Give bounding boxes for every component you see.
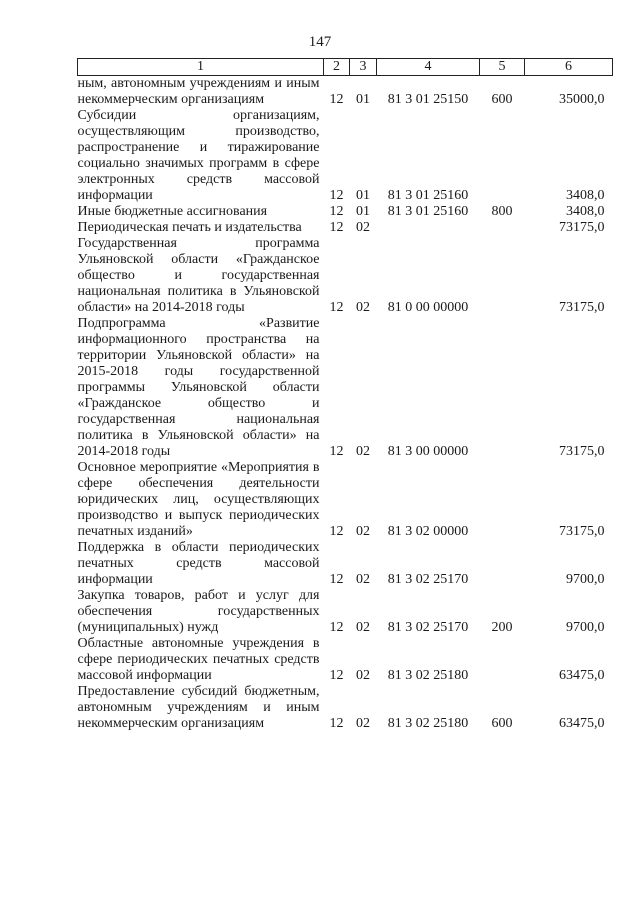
table-body <box>78 76 613 733</box>
row-target-code <box>377 220 480 236</box>
row-amount: 73175,0 <box>559 444 605 459</box>
row-subsection: 02 <box>356 668 370 683</box>
row-subsection: 01 <box>356 204 370 219</box>
row-expense-type <box>480 236 525 316</box>
column-header-1: 1 <box>78 59 324 76</box>
row-name: ным, автономным учреждениям и иным некоммерческим организациям <box>77 76 320 107</box>
row-section: 12 <box>329 668 344 683</box>
row-section: 12 <box>329 92 344 107</box>
table-row <box>78 316 613 460</box>
row-target-code: 81 3 00 00000 <box>387 444 469 459</box>
row-name: Поддержка в области периодических печатных средств массовой информации <box>77 540 320 587</box>
row-name: Предоставление субсидий бюджетным, автономным учреждениям и иным некоммерческим организациям <box>77 684 320 731</box>
row-target-code: 81 3 01 25160 <box>387 204 469 219</box>
row-section: 12 <box>329 220 344 235</box>
table-row <box>78 460 613 540</box>
row-section: 12 <box>329 188 344 203</box>
table-row <box>78 236 613 316</box>
row-subsection: 02 <box>356 524 370 539</box>
row-expense-type <box>480 636 525 684</box>
row-expense-type: 800 <box>491 204 513 219</box>
column-header-5: 5 <box>480 59 525 76</box>
row-section: 12 <box>329 444 344 459</box>
row-target-code: 81 3 02 25170 <box>387 572 469 587</box>
table-row <box>78 636 613 684</box>
row-section: 12 <box>329 572 344 587</box>
row-section: 12 <box>329 204 344 219</box>
page-number: 147 <box>308 34 332 50</box>
row-section: 12 <box>329 716 344 731</box>
row-target-code: 81 3 01 25150 <box>387 92 469 107</box>
table-row <box>78 108 613 204</box>
row-subsection: 02 <box>356 716 370 731</box>
row-name: Государственная программа Ульяновской области «Гражданское общество и государственная национальная политика в Ульяновской области» на 2014-2018 годы <box>77 236 320 315</box>
budget-table <box>77 58 613 732</box>
column-header-6: 6 <box>525 59 613 76</box>
row-name: Основное мероприятие «Мероприятия в сфере обеспечения деятельности юридических лиц, осуществляющих производство и выпуск периодических печатных изданий» <box>77 460 320 539</box>
row-amount: 3408,0 <box>566 204 605 219</box>
row-subsection: 02 <box>356 220 370 235</box>
table-row <box>78 684 613 732</box>
row-target-code: 81 3 02 25180 <box>387 668 469 683</box>
row-expense-type <box>480 108 525 204</box>
row-expense-type: 600 <box>491 92 513 107</box>
row-target-code: 81 3 02 25180 <box>387 716 469 731</box>
row-expense-type <box>480 316 525 460</box>
row-subsection: 02 <box>356 620 370 635</box>
row-amount: 63475,0 <box>559 668 605 683</box>
table-row <box>78 540 613 588</box>
table-row <box>78 588 613 636</box>
column-header-3: 3 <box>350 59 377 76</box>
row-name: Субсидии организациям, осуществляющим производство, распространение и тиражирование социально значимых программ в сфере электронных средств массовой информации <box>77 108 320 203</box>
row-amount: 63475,0 <box>559 716 605 731</box>
row-amount: 9700,0 <box>566 572 605 587</box>
row-amount: 35000,0 <box>559 92 605 107</box>
row-section: 12 <box>329 300 344 315</box>
row-name: Областные автономные учреждения в сфере периодических печатных средств массовой информации <box>77 636 320 683</box>
table-row <box>78 76 613 109</box>
row-section: 12 <box>329 524 344 539</box>
row-target-code: 81 3 01 25160 <box>387 188 469 203</box>
table-row <box>78 204 613 220</box>
row-amount: 9700,0 <box>566 620 605 635</box>
row-expense-type: 600 <box>491 716 513 731</box>
row-amount: 73175,0 <box>559 300 605 315</box>
row-target-code: 81 3 02 25170 <box>387 620 469 635</box>
row-section: 12 <box>329 620 344 635</box>
row-expense-type <box>480 540 525 588</box>
column-header-2: 2 <box>324 59 350 76</box>
row-target-code: 81 0 00 00000 <box>387 300 469 315</box>
row-amount: 73175,0 <box>559 524 605 539</box>
table-header <box>78 59 613 76</box>
row-amount: 73175,0 <box>559 220 605 235</box>
row-subsection: 01 <box>356 92 370 107</box>
row-expense-type <box>480 220 525 236</box>
row-amount: 3408,0 <box>566 188 605 203</box>
row-subsection: 01 <box>356 188 370 203</box>
row-subsection: 02 <box>356 444 370 459</box>
row-name: Периодическая печать и издательства <box>77 220 302 235</box>
row-expense-type: 200 <box>491 620 513 635</box>
row-subsection: 02 <box>356 300 370 315</box>
row-expense-type <box>480 460 525 540</box>
row-name: Закупка товаров, работ и услуг для обеспечения государственных (муниципальных) нужд <box>77 588 320 635</box>
column-header-4: 4 <box>377 59 480 76</box>
row-name: Иные бюджетные ассигнования <box>77 204 268 219</box>
row-target-code: 81 3 02 00000 <box>387 524 469 539</box>
table-row <box>78 220 613 236</box>
row-name: Подпрограмма «Развитие информационного пространства на территории Ульяновской области» на 2015-2018 годы государственной программы Ульяновской области «Гражданское общество и государственная национальная политика в Ульяновской области» на 2014-2018 годы <box>77 316 320 459</box>
row-subsection: 02 <box>356 572 370 587</box>
